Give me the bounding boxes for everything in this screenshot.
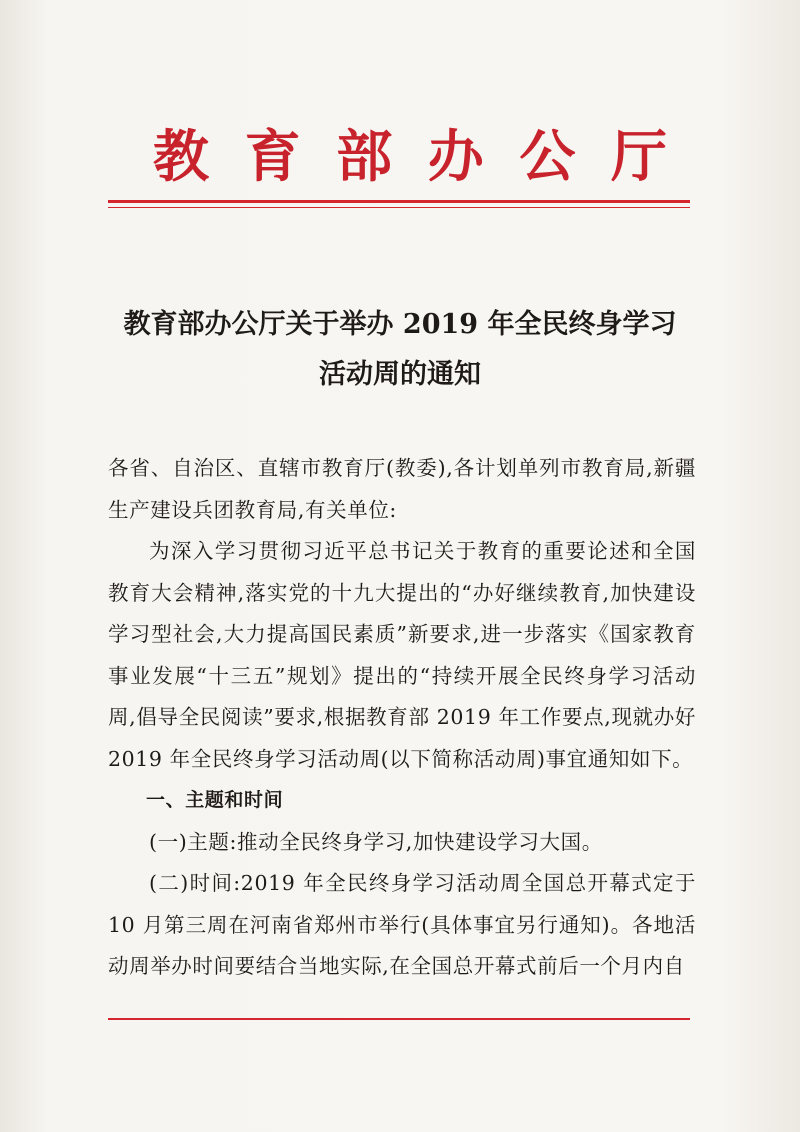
- item-theme: (一)主题:推动全民终身学习,加快建设学习大国。: [149, 829, 603, 854]
- letterhead-rule-thick: [108, 200, 690, 203]
- notice-title-line1: 教育部办公厅关于举办 2019 年全民终身学习: [123, 309, 677, 340]
- item-time: (二)时间:2019 年全民终身学习活动周全国总开幕式定于 10 月第三周在河南省郑州市举行(具体事宜另行通知)。各地活动周举办时间要结合当地实际,在全国总开幕式前后一个月内自: [108, 871, 696, 978]
- letterhead-char: 公: [519, 125, 576, 190]
- notice-body: [108, 448, 696, 988]
- notice-title-line2: 活动周的通知: [319, 359, 481, 390]
- notice-title: [110, 300, 690, 400]
- letterhead-char: 部: [336, 125, 393, 190]
- salutation: 各省、自治区、直辖市教育厅(教委),各计划单列市教育局,新疆生产建设兵团教育局,有关单位:: [108, 456, 696, 522]
- letterhead-char: 育: [244, 125, 301, 190]
- intro-paragraph: 为深入学习贯彻习近平总书记关于教育的重要论述和全国教育大会精神,落实党的十九大提出的“办好继续教育,加快建设学习型社会,大力提高国民素质”新要求,进一步落实《国家教育事业发展“十三五”规划》提出的“持续开展全民终身学习活动周,倡导全民阅读”要求,根据教育部 2019 年工作要点,现就办好 2019 年全民终身学习活动周(以下简称活动周)事宜通知如下。: [108, 539, 696, 771]
- letterhead-char: 办: [427, 125, 484, 190]
- letterhead-char: 教: [153, 125, 209, 190]
- letterhead-rule-thin: [108, 207, 690, 208]
- footer-rule: [108, 1018, 690, 1020]
- letterhead-char: 厅: [610, 125, 667, 190]
- section-heading: 一、主题和时间: [146, 789, 284, 811]
- letterhead: [150, 118, 670, 188]
